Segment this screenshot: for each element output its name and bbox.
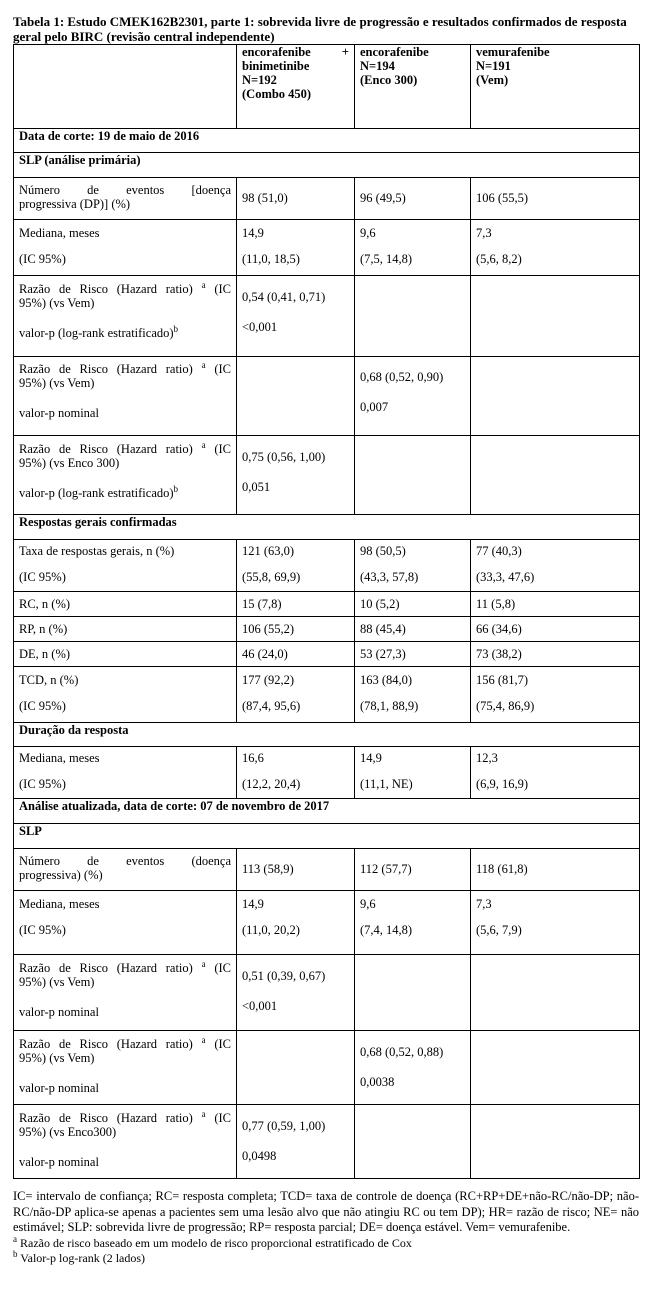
section-cutoff-2: Análise atualizada, data de corte: 07 de novembro de 2017	[14, 799, 640, 824]
table-row: Mediana, meses (IC 95%) 16,6 (12,2, 20,4) 14,9 (11,1, NE) 12,3 (6,9, 16,9)	[14, 747, 640, 799]
table-row: Razão de Risco (Hazard ratio) $^a$ (IC 95%) (vs Vem) valor-p nominal 0,68 (0,52, 0,88) 0,0038	[14, 1031, 640, 1105]
table-caption: Tabela 1: Estudo CMEK162B2301, parte 1: sobrevida livre de progressão e resultados confirmados de resposta geral pelo BIRC (revisão central independente)	[13, 14, 627, 44]
results-table	[13, 44, 640, 1179]
header-enco: encorafenibe N=194 (Enco 300)	[355, 45, 471, 129]
table-row: Mediana, meses (IC 95%) 14,9 (11,0, 18,5) 9,6 (7,5, 14,8) 7,3 (5,6, 8,2)	[14, 220, 640, 276]
table-row: RP, n (%) 106 (55,2) 88 (45,4) 66 (34,6)	[14, 617, 640, 642]
section-duration: Duração da resposta	[14, 723, 640, 747]
table-row: RC, n (%) 15 (7,8) 10 (5,2) 11 (5,8)	[14, 592, 640, 617]
section-cutoff-1: Data de corte: 19 de maio de 2016	[14, 129, 640, 153]
table-row: Número de eventos [doença progressiva (DP)] (%) 98 (51,0) 96 (49,5) 106 (55,5)	[14, 178, 640, 220]
section-responses: Respostas gerais confirmadas	[14, 515, 640, 540]
table-row: Mediana, meses (IC 95%) 14,9 (11,0, 20,2) 9,6 (7,4, 14,8) 7,3 (5,6, 7,9)	[14, 891, 640, 955]
abbreviations-note: IC= intervalo de confiança; RC= resposta completa; TCD= taxa de controle de doença (RC+RP+DE+não-RC/não-DP; não-RC/não-DP aplica-se apenas a pacientes sem uma lesão alvo que não atingiu RC ou tem DP); HR= razão de risco; NE= não estimável; SLP: sobrevida livre de progressão; RP= resposta parcial; DE= doença estável. Vem= vemurafenibe.	[13, 1189, 639, 1234]
table-row: Razão de Risco (Hazard ratio) $^a$ (IC 95%) (vs Enco300) valor-p nominal 0,77 (0,59, 1,00) 0,0498	[14, 1105, 640, 1179]
table-row: DE, n (%) 46 (24,0) 53 (27,3) 73 (38,2)	[14, 642, 640, 667]
footnote-a: $^a$ Razão de risco baseado em um modelo de risco proporcional estratificado de Cox	[13, 1233, 412, 1250]
table-row: Razão de Risco (Hazard ratio) $^a$ (IC 95%) (vs Vem) valor-p nominal 0,68 (0,52, 0,90) 0,007	[14, 357, 640, 436]
table-row: Razão de Risco (Hazard ratio) $^a$ (IC 95%) (vs Vem) valor-p (log-rank estratificado)$^b$ 0,54 (0,41, 0,71) <0,001	[14, 276, 640, 357]
section-slp: SLP	[14, 824, 640, 849]
table-footnotes	[13, 1189, 639, 1267]
section-slp-primary: SLP (análise primária)	[14, 153, 640, 178]
table-row: Razão de Risco (Hazard ratio) $^a$ (IC 95%) (vs Enco 300) valor-p (log-rank estratificado)$^b$ 0,75 (0,56, 1,00) 0,051	[14, 436, 640, 515]
table-row: Razão de Risco (Hazard ratio) $^a$ (IC 95%) (vs Vem) valor-p nominal 0,51 (0,39, 0,67) <0,001	[14, 955, 640, 1031]
header-row	[14, 45, 640, 129]
table-row: Número de eventos (doença progressiva) (%) 113 (58,9) 112 (57,7) 118 (61,8)	[14, 849, 640, 891]
table-row: Taxa de respostas gerais, n (%) (IC 95%) 121 (63,0) (55,8, 69,9) 98 (50,5) (43,3, 57,8) 77 (40,3) (33,3, 47,6)	[14, 540, 640, 592]
header-vem: vemurafenibe N=191 (Vem)	[471, 45, 640, 129]
header-combo: encorafenibe + binimetinibe N=192 (Combo 450)	[237, 45, 355, 129]
footnote-b: $^b$ Valor-p log-rank (2 lados)	[13, 1249, 146, 1265]
header-empty-cell	[14, 45, 237, 129]
table-row: TCD, n (%) (IC 95%) 177 (92,2) (87,4, 95,6) 163 (84,0) (78,1, 88,9) 156 (81,7) (75,4, 86,9)	[14, 667, 640, 723]
